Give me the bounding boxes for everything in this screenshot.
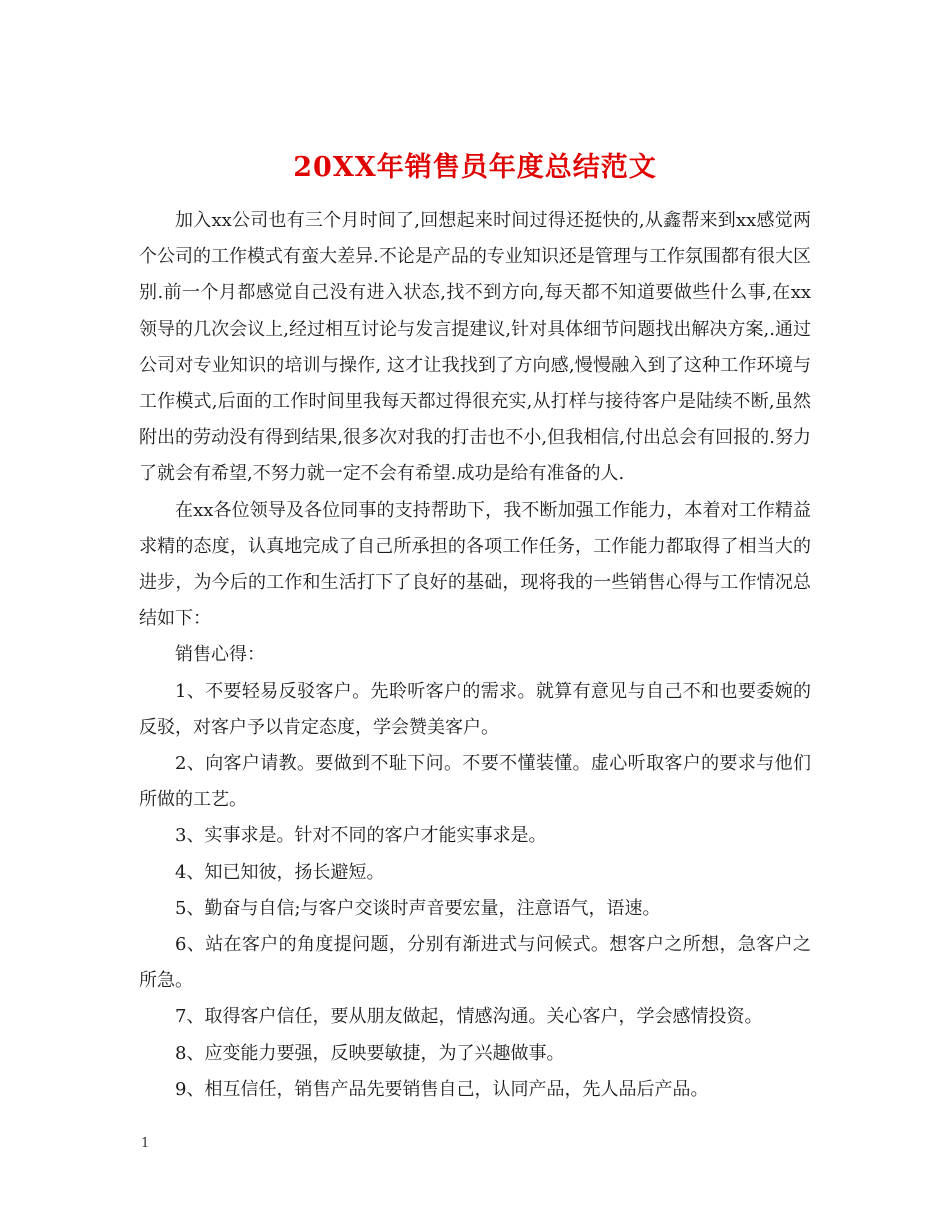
list-item: 7、取得客户信任，要从朋友做起，情感沟通。关心客户，学会感情投资。 — [175, 1006, 763, 1028]
document-body — [139, 203, 811, 1108]
list-item: 1、不要轻易反驳客户。先聆听客户的需求。就算有意见与自己不和也要委婉的反驳，对客户予以肯定态度，学会赞美客户。 — [139, 680, 811, 738]
paragraph-summary-intro: 在xx各位领导及各位同事的支持帮助下，我不断加强工作能力，本着对工作精益求精的态度，认真地完成了自己所承担的各项工作任务，工作能力都取得了相当大的进步，为今后的工作和生活打下了良好的基础，现将我的一些销售心得与工作情况总结如下： — [139, 499, 811, 630]
list-item: 4、知已知彼，扬长避短。 — [175, 861, 385, 883]
list-item: 5、勤奋与自信;与客户交谈时声音要宏量，注意语气，语速。 — [175, 897, 661, 919]
document-title: 20XX年销售员年度总结范文 — [293, 152, 657, 184]
list-item: 2、向客户请教。要做到不耻下问。不要不懂装懂。虚心听取客户的要求与他们所做的工艺。 — [139, 753, 811, 811]
paragraph-heading-sales-experience: 销售心得： — [175, 644, 265, 666]
list-item: 9、相互信任，销售产品先要销售自己，认同产品，先人品后产品。 — [175, 1078, 709, 1100]
page-number: 1 — [141, 1136, 150, 1151]
paragraph-intro: 加入xx公司也有三个月时间了,回想起来时间过得还挺快的,从鑫帮来到xx感觉两个公司的工作模式有蛮大差异.不论是产品的专业知识还是管理与工作氛围都有很大区别.前一个月都感觉自己没有进入状态,找不到方向,每天都不知道要做些什么事,在xx领导的几次会议上,经过相互讨论与发言提建议,针对具体细节问题找出解决方案,.通过公司对专业知识的培训与操作, 这才让我找到了方向感,慢慢融入到了这种工作环境与工作模式,后面的工作时间里我每天都过得很充实,从打样与接待客户是陆续不断,虽然附出的劳动没有得到结果,很多次对我的打击也不小,但我相信,付出总会有回报的.努力了就会有希望,不努力就一定不会有希望.成功是给有准备的人. — [139, 210, 811, 485]
list-item: 6、站在客户的角度提问题，分别有渐进式与问候式。想客户之所想，急客户之所急。 — [139, 934, 811, 992]
list-item: 8、应变能力要强，反映要敏捷，为了兴趣做事。 — [175, 1042, 565, 1064]
list-item: 3、实事求是。针对不同的客户才能实事求是。 — [175, 825, 547, 847]
